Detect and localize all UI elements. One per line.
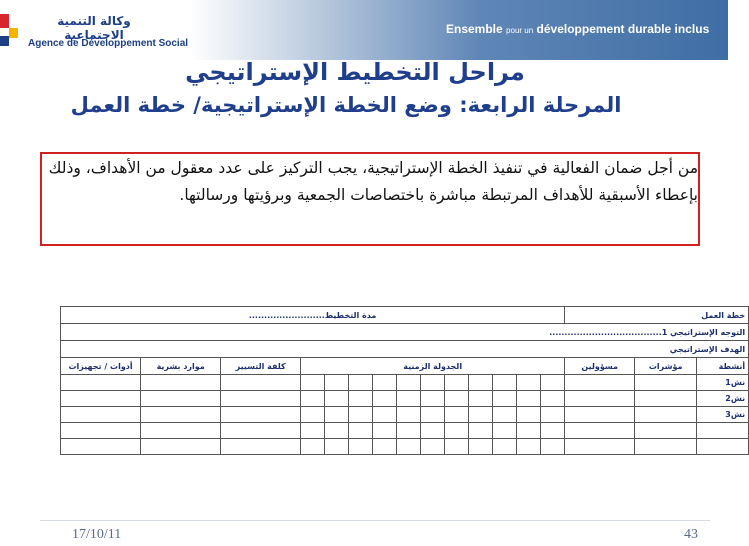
table-row <box>61 407 749 423</box>
table-header-row <box>61 358 749 375</box>
table-cell[interactable] <box>697 423 749 439</box>
table-row <box>61 391 749 407</box>
slide-title: مراحل التخطيط الإستراتيجي <box>185 58 525 86</box>
table-cell[interactable] <box>635 391 697 407</box>
column-header: أدوات / تجهيزات <box>61 358 141 375</box>
table-cell[interactable] <box>397 439 421 455</box>
table-cell[interactable] <box>141 375 221 391</box>
table-cell[interactable] <box>221 439 301 455</box>
action-plan-table <box>60 306 749 455</box>
slide-subtitle: المرحلة الرابعة: وضع الخطة الإستراتيجية/ خطة العمل <box>70 93 622 117</box>
activity-label: نش2 <box>697 391 749 407</box>
table-cell[interactable] <box>445 391 469 407</box>
table-cell[interactable] <box>397 423 421 439</box>
table-cell[interactable] <box>517 423 541 439</box>
table-cell[interactable] <box>301 375 325 391</box>
table-cell[interactable] <box>373 375 397 391</box>
table-cell[interactable] <box>141 423 221 439</box>
table-cell[interactable] <box>421 375 445 391</box>
table-cell[interactable] <box>635 423 697 439</box>
table-cell[interactable] <box>325 391 349 407</box>
slogan-part-2: pour un <box>506 26 534 35</box>
table-cell[interactable] <box>325 375 349 391</box>
table-cell[interactable] <box>141 391 221 407</box>
table-cell[interactable] <box>469 375 493 391</box>
page-number: 43 <box>684 527 698 542</box>
table-cell[interactable] <box>493 391 517 407</box>
column-header: الجدولة الزمنية <box>301 358 565 375</box>
table-cell[interactable] <box>373 407 397 423</box>
column-header: موارد بشرية <box>141 358 221 375</box>
table-row-objective <box>61 341 749 358</box>
column-header: مؤشرات <box>635 358 697 375</box>
table-row-plan <box>61 307 749 324</box>
logo-latin-text: Agence de Développement Social <box>28 38 189 49</box>
table-cell[interactable] <box>565 439 635 455</box>
table-cell[interactable] <box>349 391 373 407</box>
table-cell[interactable] <box>373 423 397 439</box>
table-cell[interactable] <box>141 407 221 423</box>
highlight-text: من أجل ضمان الفعالية في تنفيذ الخطة الإستراتيجية، يجب التركيز على عدد معقول من الأهداف، وذلك بإعطاء الأسبقية للأهداف المرتبطة مباشرة باختصاصات الجمعية وبرؤيتها ورسالتها. <box>48 159 698 204</box>
slogan <box>446 22 709 36</box>
footer-date: 17/10/11 <box>72 527 122 542</box>
table-cell[interactable] <box>373 391 397 407</box>
table-cell[interactable] <box>469 407 493 423</box>
table-cell[interactable] <box>445 423 469 439</box>
table-cell[interactable] <box>221 375 301 391</box>
table-cell[interactable] <box>325 407 349 423</box>
table-cell[interactable] <box>541 439 565 455</box>
table-cell[interactable] <box>469 439 493 455</box>
table-cell[interactable] <box>493 423 517 439</box>
table-cell[interactable] <box>301 407 325 423</box>
objective-label: الهدف الإستراتيجي <box>61 341 749 358</box>
logo <box>0 0 190 60</box>
table-cell[interactable] <box>635 439 697 455</box>
table-cell[interactable] <box>541 375 565 391</box>
table-cell[interactable] <box>469 391 493 407</box>
table-cell[interactable] <box>565 375 635 391</box>
table-cell[interactable] <box>421 391 445 407</box>
table-cell[interactable] <box>349 375 373 391</box>
table-cell[interactable] <box>445 375 469 391</box>
table-cell[interactable] <box>517 439 541 455</box>
table-row-orientation <box>61 324 749 341</box>
table-cell[interactable] <box>493 407 517 423</box>
activity-label: نش3 <box>697 407 749 423</box>
table-cell[interactable] <box>349 407 373 423</box>
table-cell[interactable] <box>397 391 421 407</box>
table-row <box>61 439 749 455</box>
table-cell[interactable] <box>565 423 635 439</box>
table-cell[interactable] <box>635 407 697 423</box>
table-cell[interactable] <box>469 423 493 439</box>
column-header: أنشطة <box>697 358 749 375</box>
table-cell[interactable] <box>517 407 541 423</box>
table-cell[interactable] <box>61 407 141 423</box>
plan-label: خطة العمل <box>565 307 749 324</box>
table-cell[interactable] <box>541 391 565 407</box>
table-cell[interactable] <box>349 439 373 455</box>
footer-divider <box>40 520 710 521</box>
table-cell[interactable] <box>493 375 517 391</box>
table-cell[interactable] <box>301 391 325 407</box>
table-cell[interactable] <box>493 439 517 455</box>
table-cell[interactable] <box>349 423 373 439</box>
table-cell[interactable] <box>397 375 421 391</box>
table-row <box>61 375 749 391</box>
table-row <box>61 423 749 439</box>
table-cell[interactable] <box>541 407 565 423</box>
logo-mark-icon <box>0 14 18 46</box>
logo-arabic-text: وكالة التنمية الاجتماعية <box>57 14 131 42</box>
table-cell[interactable] <box>565 407 635 423</box>
table-cell[interactable] <box>221 391 301 407</box>
table-cell[interactable] <box>397 407 421 423</box>
table-cell[interactable] <box>61 439 141 455</box>
table-cell[interactable] <box>301 423 325 439</box>
table-cell[interactable] <box>301 439 325 455</box>
table-cell[interactable] <box>445 439 469 455</box>
table-cell[interactable] <box>517 391 541 407</box>
table-cell[interactable] <box>61 391 141 407</box>
activity-label: نش1 <box>697 375 749 391</box>
table-cell[interactable] <box>141 439 221 455</box>
table-cell[interactable] <box>421 439 445 455</box>
column-header: كلفة التسيير <box>221 358 301 375</box>
table-cell[interactable] <box>221 407 301 423</box>
table-cell[interactable] <box>325 439 349 455</box>
table-cell[interactable] <box>635 375 697 391</box>
duration-label: مدة التخطيط......................... <box>61 307 565 324</box>
slogan-part-3: développement durable inclus <box>536 22 710 36</box>
orientation-label: التوجه الإستراتيجي 1..................................... <box>61 324 749 341</box>
table-cell[interactable] <box>421 407 445 423</box>
table-cell[interactable] <box>61 375 141 391</box>
table-cell[interactable] <box>445 407 469 423</box>
table-cell[interactable] <box>373 439 397 455</box>
slogan-part-1: Ensemble <box>446 22 503 36</box>
column-header: مسؤولين <box>565 358 635 375</box>
table-cell[interactable] <box>517 375 541 391</box>
table-cell[interactable] <box>541 423 565 439</box>
table-cell[interactable] <box>325 423 349 439</box>
table-cell[interactable] <box>221 423 301 439</box>
table-cell[interactable] <box>61 423 141 439</box>
table-cell[interactable] <box>697 439 749 455</box>
table-cell[interactable] <box>421 423 445 439</box>
table-cell[interactable] <box>565 391 635 407</box>
